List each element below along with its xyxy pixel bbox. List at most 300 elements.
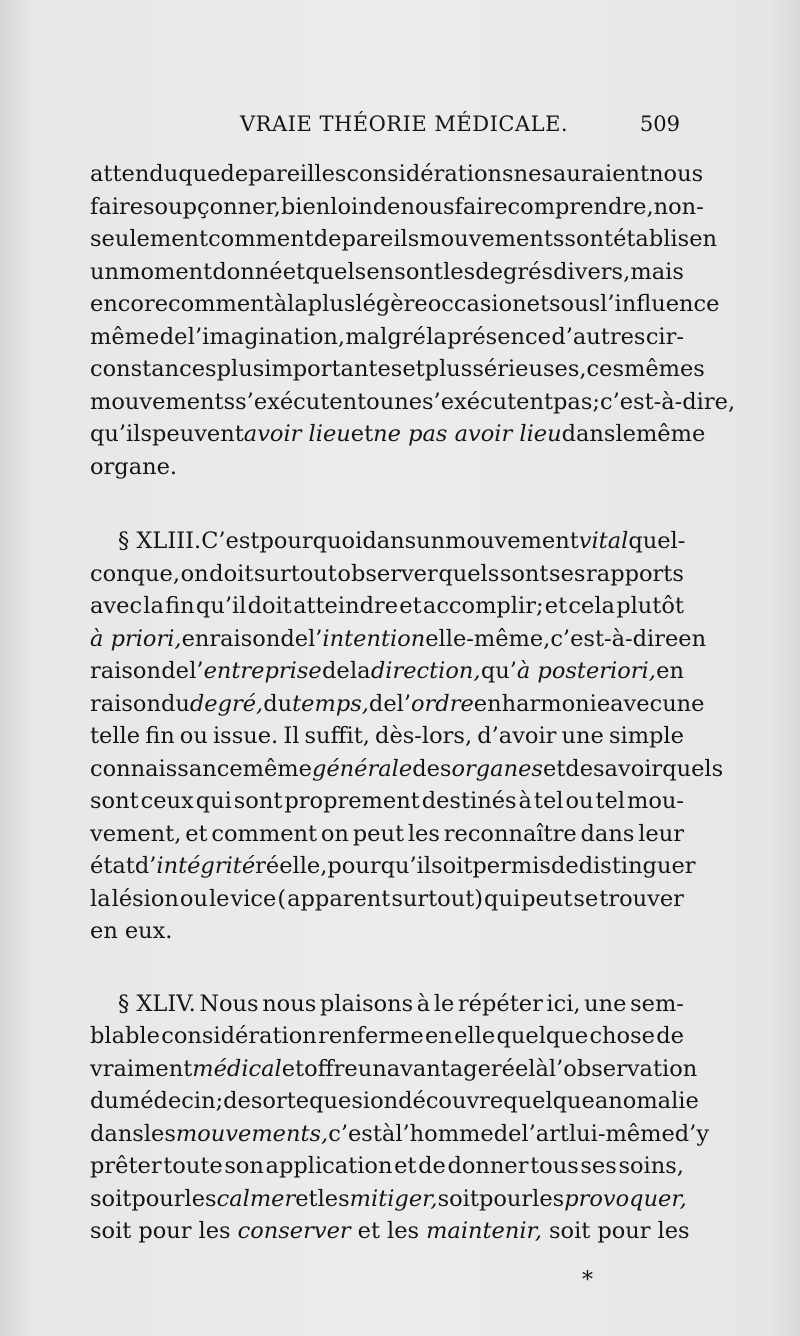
word-group: [185, 1183, 217, 1216]
word: pas: [553, 388, 593, 415]
word-group: [243, 753, 312, 786]
word-group: [595, 1085, 699, 1118]
word: doit: [247, 593, 292, 619]
word: pour: [597, 1218, 651, 1244]
word: de: [368, 690, 397, 717]
italic-word: entreprise: [203, 658, 322, 684]
word: malgré: [345, 323, 426, 350]
word-group: [322, 655, 350, 688]
word: soit: [90, 1185, 132, 1212]
word-group: [597, 1215, 650, 1248]
word: fin: [145, 723, 175, 749]
word-group: [579, 850, 696, 883]
word-group: [90, 256, 119, 289]
word-group: [341, 223, 419, 256]
word-group: [543, 753, 565, 786]
word: mouvements: [419, 226, 565, 252]
word-group: [330, 191, 372, 224]
text-line: [90, 785, 684, 818]
word-group: [472, 353, 586, 386]
word-group: [90, 818, 181, 851]
word-group: [662, 753, 723, 786]
word: ici,: [546, 990, 581, 1017]
word-group: [161, 688, 190, 721]
word: ou: [179, 723, 208, 749]
word-group: [90, 288, 168, 321]
word: si: [351, 1088, 371, 1114]
word-group: [419, 223, 564, 256]
word-group: [119, 256, 212, 289]
word: faire: [454, 193, 508, 220]
word: établis: [613, 226, 690, 252]
word-group: [418, 1150, 446, 1183]
word-group: [580, 1150, 616, 1183]
word: Nous: [199, 990, 259, 1017]
word: et: [402, 356, 425, 382]
word-group: [131, 1183, 184, 1216]
word: Il: [283, 723, 300, 749]
word-group: [351, 418, 373, 451]
word: se: [573, 885, 599, 912]
word: mais: [630, 258, 684, 285]
word: raison: [90, 658, 161, 684]
word-group: [90, 1150, 162, 1183]
word-group: [358, 1215, 380, 1248]
word: organe.: [90, 453, 178, 480]
word-group: [397, 688, 474, 721]
word: attendu: [90, 161, 179, 187]
word-group: [530, 1150, 579, 1183]
word: application: [265, 1153, 393, 1179]
text-line: [90, 256, 684, 289]
word: raison: [209, 625, 281, 652]
word-group: [412, 753, 451, 786]
word: elle-même,: [425, 625, 551, 652]
word-group: [628, 525, 685, 558]
word: (: [277, 885, 287, 912]
word: sont: [564, 226, 614, 252]
word: de: [656, 1023, 684, 1049]
word: en: [656, 658, 684, 684]
word: en: [181, 625, 210, 652]
word: d’avoir: [477, 723, 557, 749]
word-group: [373, 418, 561, 451]
word-group: [549, 558, 585, 591]
word-group: [143, 191, 281, 224]
word: et: [185, 820, 208, 847]
word-group: [201, 525, 259, 558]
word-group: [599, 883, 684, 916]
word: de: [159, 323, 188, 350]
word: comment: [211, 820, 318, 847]
word-group: [90, 785, 139, 818]
word: de: [313, 226, 342, 252]
text-line: [90, 386, 736, 419]
word: avec: [610, 690, 663, 717]
word-group: [527, 288, 549, 321]
word-group: [90, 590, 142, 623]
word: c’est-à-dire,: [600, 388, 736, 415]
word-group: [90, 753, 243, 786]
word-group: [491, 1053, 536, 1086]
paragraph-gap: [90, 948, 684, 988]
word-group: [545, 590, 567, 623]
word-group: [283, 256, 305, 289]
word: plus: [424, 356, 473, 382]
word: l’art: [521, 1120, 569, 1147]
word: les: [532, 1185, 565, 1212]
word: apparent: [287, 885, 391, 912]
word-group: [293, 590, 398, 623]
word-group: [90, 191, 143, 224]
word-group: [287, 883, 390, 916]
word: dans: [362, 528, 417, 554]
word-group: [417, 988, 430, 1021]
word: du: [263, 690, 293, 717]
italic-word: conserver: [237, 1218, 351, 1244]
word-group: [678, 623, 706, 656]
word: soit: [431, 853, 473, 879]
word: d’autres: [551, 323, 646, 350]
word-group: [90, 353, 217, 386]
word-group: [562, 720, 604, 753]
word-group: [549, 1215, 590, 1248]
word: donner: [447, 1153, 529, 1179]
word-group: [350, 655, 371, 688]
word-group: [318, 1183, 350, 1216]
word-group: [381, 850, 431, 883]
word: en: [366, 258, 395, 285]
word-group: [399, 590, 421, 623]
text-line: [90, 353, 705, 386]
word-group: [321, 818, 349, 851]
word: connaissance: [90, 755, 243, 782]
word-group: [284, 785, 419, 818]
italic-word: intégrité: [156, 853, 256, 879]
word-group: [192, 1053, 281, 1086]
word: considérations: [346, 161, 514, 187]
word: issue.: [212, 723, 279, 749]
word-group: [292, 688, 369, 721]
word: de: [418, 1153, 446, 1179]
word-group: [494, 1118, 522, 1151]
word: en: [90, 918, 118, 944]
word: qu’ils: [90, 421, 152, 447]
word-group: [394, 256, 443, 289]
word-group: [185, 818, 207, 851]
word-group: [550, 623, 678, 656]
word-group: [646, 321, 684, 354]
word-group: [443, 256, 475, 289]
word: telle: [90, 723, 141, 749]
word-group: [318, 1020, 424, 1053]
word: conque,: [90, 560, 180, 587]
word-group: [618, 1150, 683, 1183]
italic-word: direction,: [370, 658, 481, 684]
word: plaisons: [319, 990, 414, 1017]
word: quel-: [628, 528, 686, 554]
word: une: [662, 690, 705, 717]
word-group: [616, 590, 684, 623]
text-line: [90, 590, 684, 623]
word: un: [90, 258, 119, 285]
word-group: [224, 1150, 264, 1183]
word: et: [350, 421, 374, 447]
word: l’: [189, 658, 204, 684]
word-group: [138, 1215, 191, 1248]
word-group: [438, 558, 499, 591]
word: quelque: [496, 1023, 589, 1049]
word-group: [119, 1085, 223, 1118]
word: la: [143, 593, 164, 619]
word-group: [366, 386, 394, 419]
word-group: [551, 850, 579, 883]
word: vement,: [90, 820, 182, 847]
word-group: [630, 256, 684, 289]
word-group: [627, 785, 684, 818]
text-line: [90, 558, 684, 591]
word-group: [391, 883, 483, 916]
word: cela: [568, 593, 615, 619]
word-group: [425, 353, 473, 386]
word: sont: [394, 258, 443, 285]
word: les: [443, 258, 476, 285]
word-group: [592, 386, 600, 419]
word-group: [624, 353, 705, 386]
word: reconnaître: [443, 820, 577, 847]
word: ou: [179, 885, 208, 912]
word: à: [273, 291, 288, 317]
word-group: [600, 386, 735, 419]
paragraph-1: [90, 158, 736, 483]
word: s’exécutent: [422, 388, 554, 415]
word: faire: [90, 193, 144, 220]
text-line: [90, 1150, 684, 1183]
word-group: [500, 558, 549, 591]
word-group: [90, 386, 235, 419]
word: en: [473, 690, 502, 717]
word-group: [445, 525, 579, 558]
word: ,: [646, 193, 654, 220]
italic-word: organes: [451, 755, 543, 782]
word-group: [636, 418, 705, 451]
word-group: [209, 883, 230, 916]
word: qui: [484, 885, 521, 912]
word-group: [549, 1053, 697, 1086]
paragraph-section-xliv: [90, 988, 710, 1248]
text-line: [90, 1183, 687, 1216]
word-group: [689, 223, 717, 256]
word: § XLIV.: [118, 990, 196, 1017]
italic-word: ordre: [411, 690, 474, 717]
word: lui-même: [568, 1120, 675, 1147]
word-group: [223, 1085, 251, 1118]
word-group: [503, 1085, 595, 1118]
word-group: [654, 191, 704, 224]
word-group: [426, 1215, 542, 1248]
word-group: [595, 785, 625, 818]
word-group: [497, 1020, 589, 1053]
word: mou-: [627, 788, 684, 814]
word-group: [217, 353, 265, 386]
word-group: [90, 623, 182, 656]
word-group: [455, 191, 508, 224]
word-group: [373, 191, 401, 224]
word: du: [90, 1088, 119, 1114]
word: le: [433, 990, 455, 1017]
word-group: [475, 256, 553, 289]
word: comment: [168, 291, 274, 317]
word: les: [198, 1218, 231, 1244]
italic-word: générale: [311, 755, 413, 782]
word: un: [357, 1055, 387, 1082]
word-group: [579, 525, 629, 558]
word-group: [248, 590, 292, 623]
word: du: [160, 690, 190, 717]
word: sauraient: [541, 161, 650, 187]
word: peuvent: [152, 421, 244, 447]
word: quels: [662, 755, 724, 782]
word-group: [569, 1118, 675, 1151]
word-group: [305, 720, 370, 753]
word: loin: [330, 193, 373, 220]
italic-word: avoir lieu: [243, 421, 351, 447]
text-line: [90, 1020, 684, 1053]
word: accomplir;: [422, 593, 544, 619]
word: proprement: [284, 788, 420, 814]
word: tel: [533, 788, 564, 814]
word-group: [502, 688, 611, 721]
word-group: [90, 1085, 119, 1118]
word-group: [144, 1118, 176, 1151]
word: et: [282, 258, 306, 285]
page-number: 509: [639, 112, 680, 136]
text-line: [90, 720, 684, 753]
word: c’est: [328, 1120, 382, 1147]
word: la: [426, 323, 447, 350]
word-group: [423, 590, 544, 623]
word-group: [658, 1215, 690, 1248]
word: son: [224, 1153, 264, 1179]
text-line: [90, 223, 717, 256]
italic-word: vital: [578, 528, 629, 554]
page-header: [90, 112, 680, 146]
word: pareilles: [248, 161, 347, 187]
word-group: [431, 850, 472, 883]
word-group: [212, 256, 282, 289]
word-group: [366, 256, 394, 289]
word-group: [532, 1183, 564, 1216]
word-group: [90, 915, 118, 948]
word: nous: [262, 990, 317, 1017]
word: raison: [90, 690, 161, 717]
word-group: [90, 1020, 160, 1053]
word: pour: [131, 1185, 185, 1212]
word-group: [125, 915, 173, 948]
body-text: [90, 158, 736, 1248]
word-group: [188, 321, 345, 354]
word-group: [353, 818, 404, 851]
word-group: [230, 883, 276, 916]
word-group: [434, 988, 455, 1021]
word: les: [657, 1218, 690, 1244]
word-group: [422, 785, 517, 818]
word-group: [143, 590, 164, 623]
word-group: [152, 418, 244, 451]
word-group: [362, 525, 416, 558]
word: mouvement: [445, 528, 579, 554]
word: sérieuses,: [472, 356, 587, 382]
word-group: [369, 688, 397, 721]
word-group: [562, 418, 616, 451]
word-group: [613, 223, 689, 256]
word-group: [425, 1020, 453, 1053]
italic-word: médical: [192, 1055, 282, 1082]
text-line: [90, 321, 684, 354]
word: état: [90, 853, 135, 879]
word: occasion: [427, 291, 527, 317]
word: on: [180, 560, 209, 587]
word: médecin;: [118, 1088, 224, 1114]
word-group: [309, 1085, 351, 1118]
word-group: [564, 223, 613, 256]
text-line: [90, 288, 720, 321]
word-group: [90, 688, 161, 721]
word-group: [398, 1085, 503, 1118]
word: destinés: [421, 788, 517, 814]
word-group: [564, 1183, 687, 1216]
paragraph-section-xliii: [90, 525, 724, 948]
word-group: [519, 785, 532, 818]
word-group: [320, 988, 413, 1021]
word: observer: [337, 560, 438, 587]
word: pareils: [341, 226, 420, 252]
word-group: [141, 785, 194, 818]
word: les: [317, 1185, 350, 1212]
word: à: [416, 990, 431, 1017]
italic-word: provoquer,: [564, 1185, 687, 1212]
word: avantage: [386, 1055, 491, 1082]
italic-word: intention: [322, 625, 426, 652]
word: dès-lors,: [375, 723, 473, 749]
word-group: [573, 883, 598, 916]
word-group: [168, 288, 274, 321]
word: chose: [589, 1023, 655, 1049]
word-group: [180, 720, 208, 753]
word-group: [394, 386, 422, 419]
word-group: [255, 850, 327, 883]
word: ;: [592, 388, 600, 415]
text-line: [90, 1053, 698, 1086]
word-group: [553, 386, 592, 419]
word-group: [565, 785, 593, 818]
word: de: [321, 658, 350, 684]
text-line: [90, 1118, 710, 1151]
word-group: [477, 720, 556, 753]
word: ou: [366, 388, 395, 415]
word-group: [277, 883, 286, 916]
word-group: [180, 883, 208, 916]
word-group: [546, 988, 580, 1021]
word: dans: [90, 1120, 144, 1147]
word: pourquoi: [259, 528, 363, 554]
word-group: [314, 223, 342, 256]
word-group: [662, 688, 704, 721]
word-group: [235, 386, 366, 419]
word-group: [90, 1183, 131, 1216]
word-group: [350, 1183, 438, 1216]
word: à: [381, 1120, 396, 1147]
